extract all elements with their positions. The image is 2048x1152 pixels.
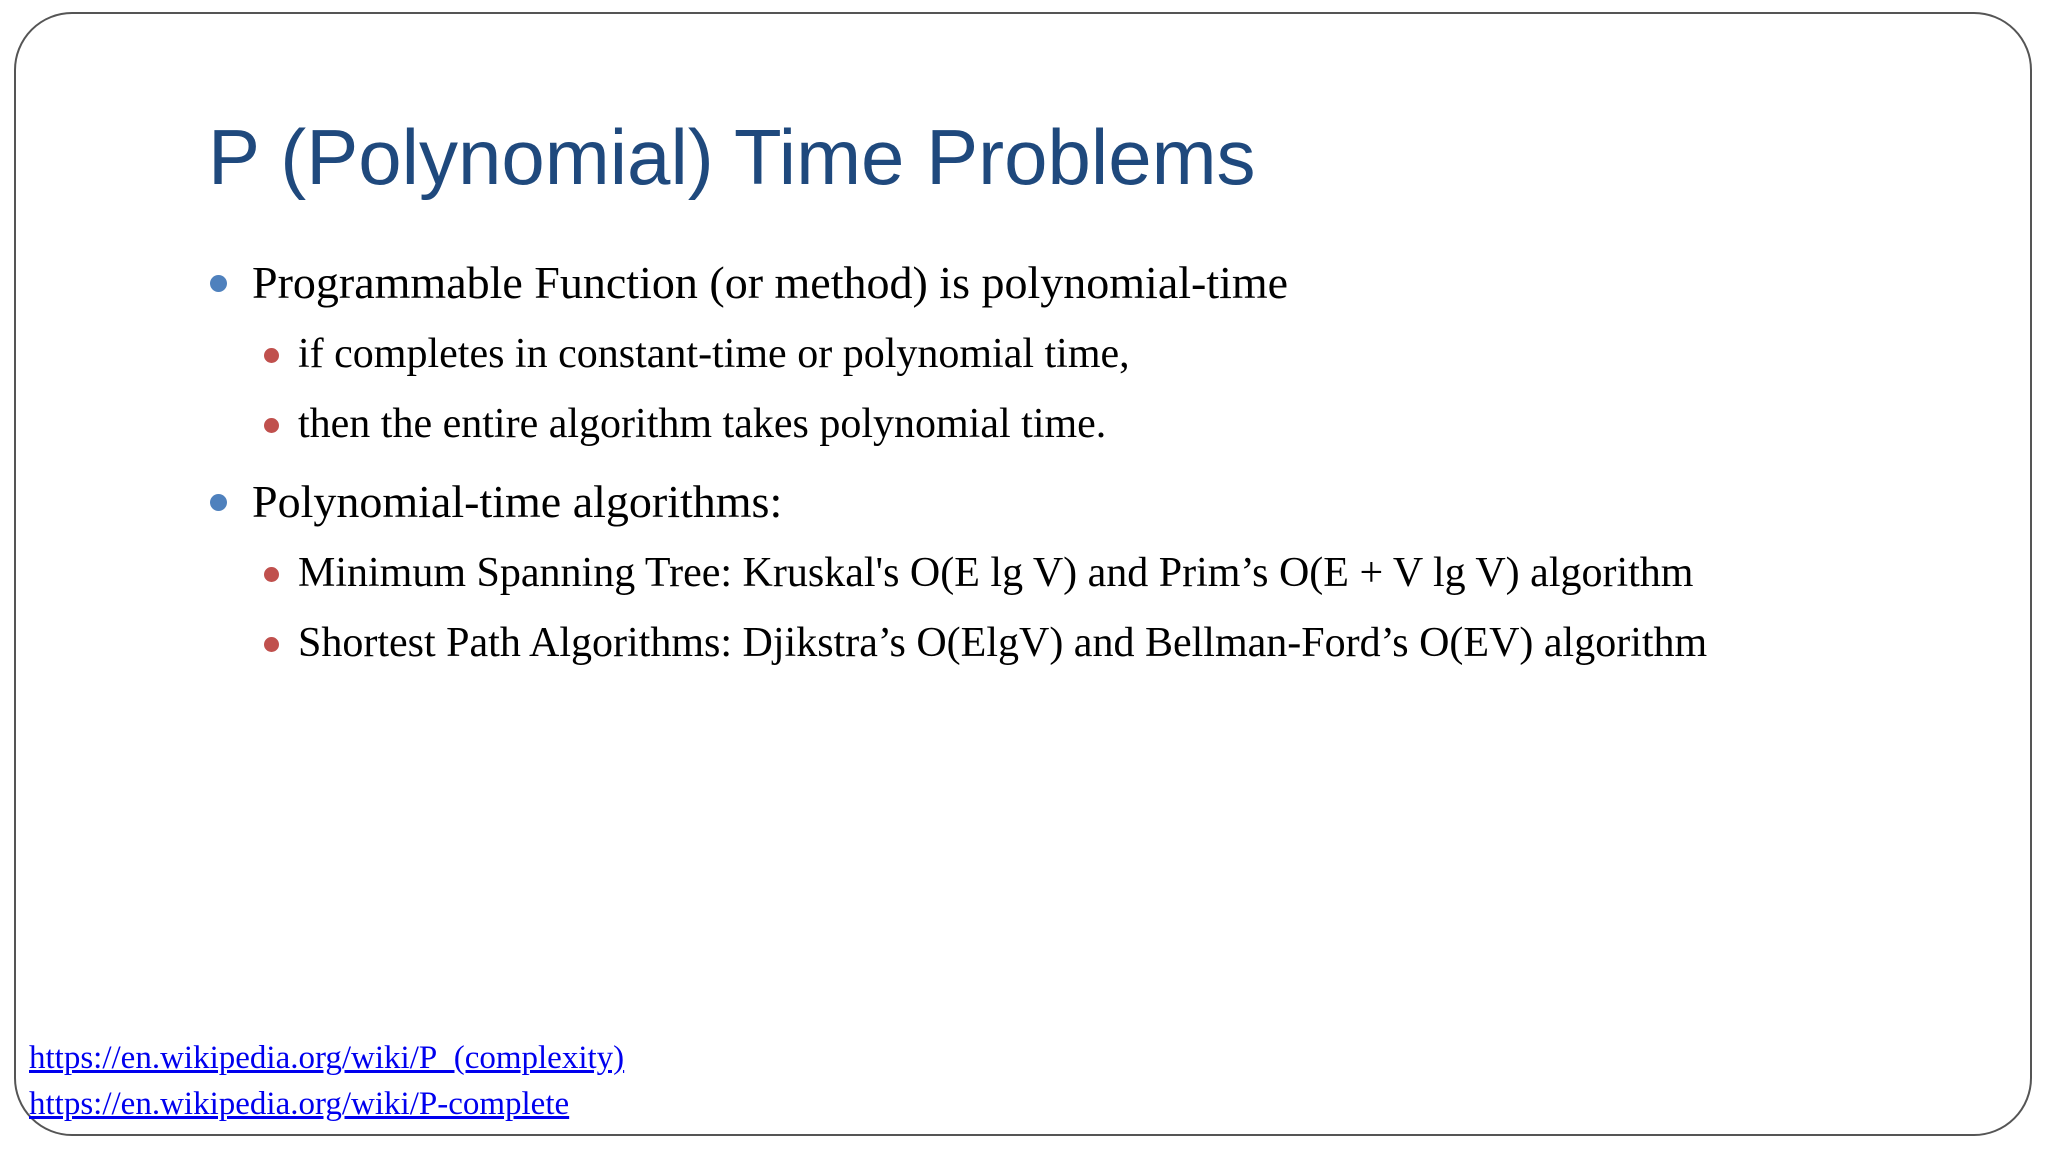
bullet-item-1: Programmable Function (or method) is polynomial-time (252, 257, 1289, 308)
bullet-dot-level2 (264, 348, 279, 363)
sub-bullet-item-2-1: Minimum Spanning Tree: Kruskal's O(E lg V) and Prim’s O(E + V lg V) algorithm (298, 550, 1694, 596)
bullet-dot-level2 (264, 418, 279, 433)
bullet-item-2: Polynomial-time algorithms: (252, 476, 783, 527)
sub-bullet-item-1-1: if completes in constant-time or polynomial time, (298, 331, 1130, 377)
sub-bullet-item-1-2: then the entire algorithm takes polynomial time. (298, 401, 1107, 447)
bullet-dot-level2 (264, 567, 279, 582)
bullet-dot-level1 (210, 275, 227, 292)
sub-bullet-item-2-2: Shortest Path Algorithms: Djikstra’s O(ElgV) and Bellman-Ford’s O(EV) algorithm (298, 620, 1708, 666)
slide-title: P (Polynomial) Time Problems (208, 113, 1256, 201)
bullet-dot-level1 (210, 494, 227, 511)
bullet-dot-level2 (264, 637, 279, 652)
reference-link-p-complete[interactable]: https://en.wikipedia.org/wiki/P-complete (29, 1086, 570, 1122)
reference-link-p-complexity[interactable]: https://en.wikipedia.org/wiki/P_(complexity) (29, 1040, 625, 1076)
